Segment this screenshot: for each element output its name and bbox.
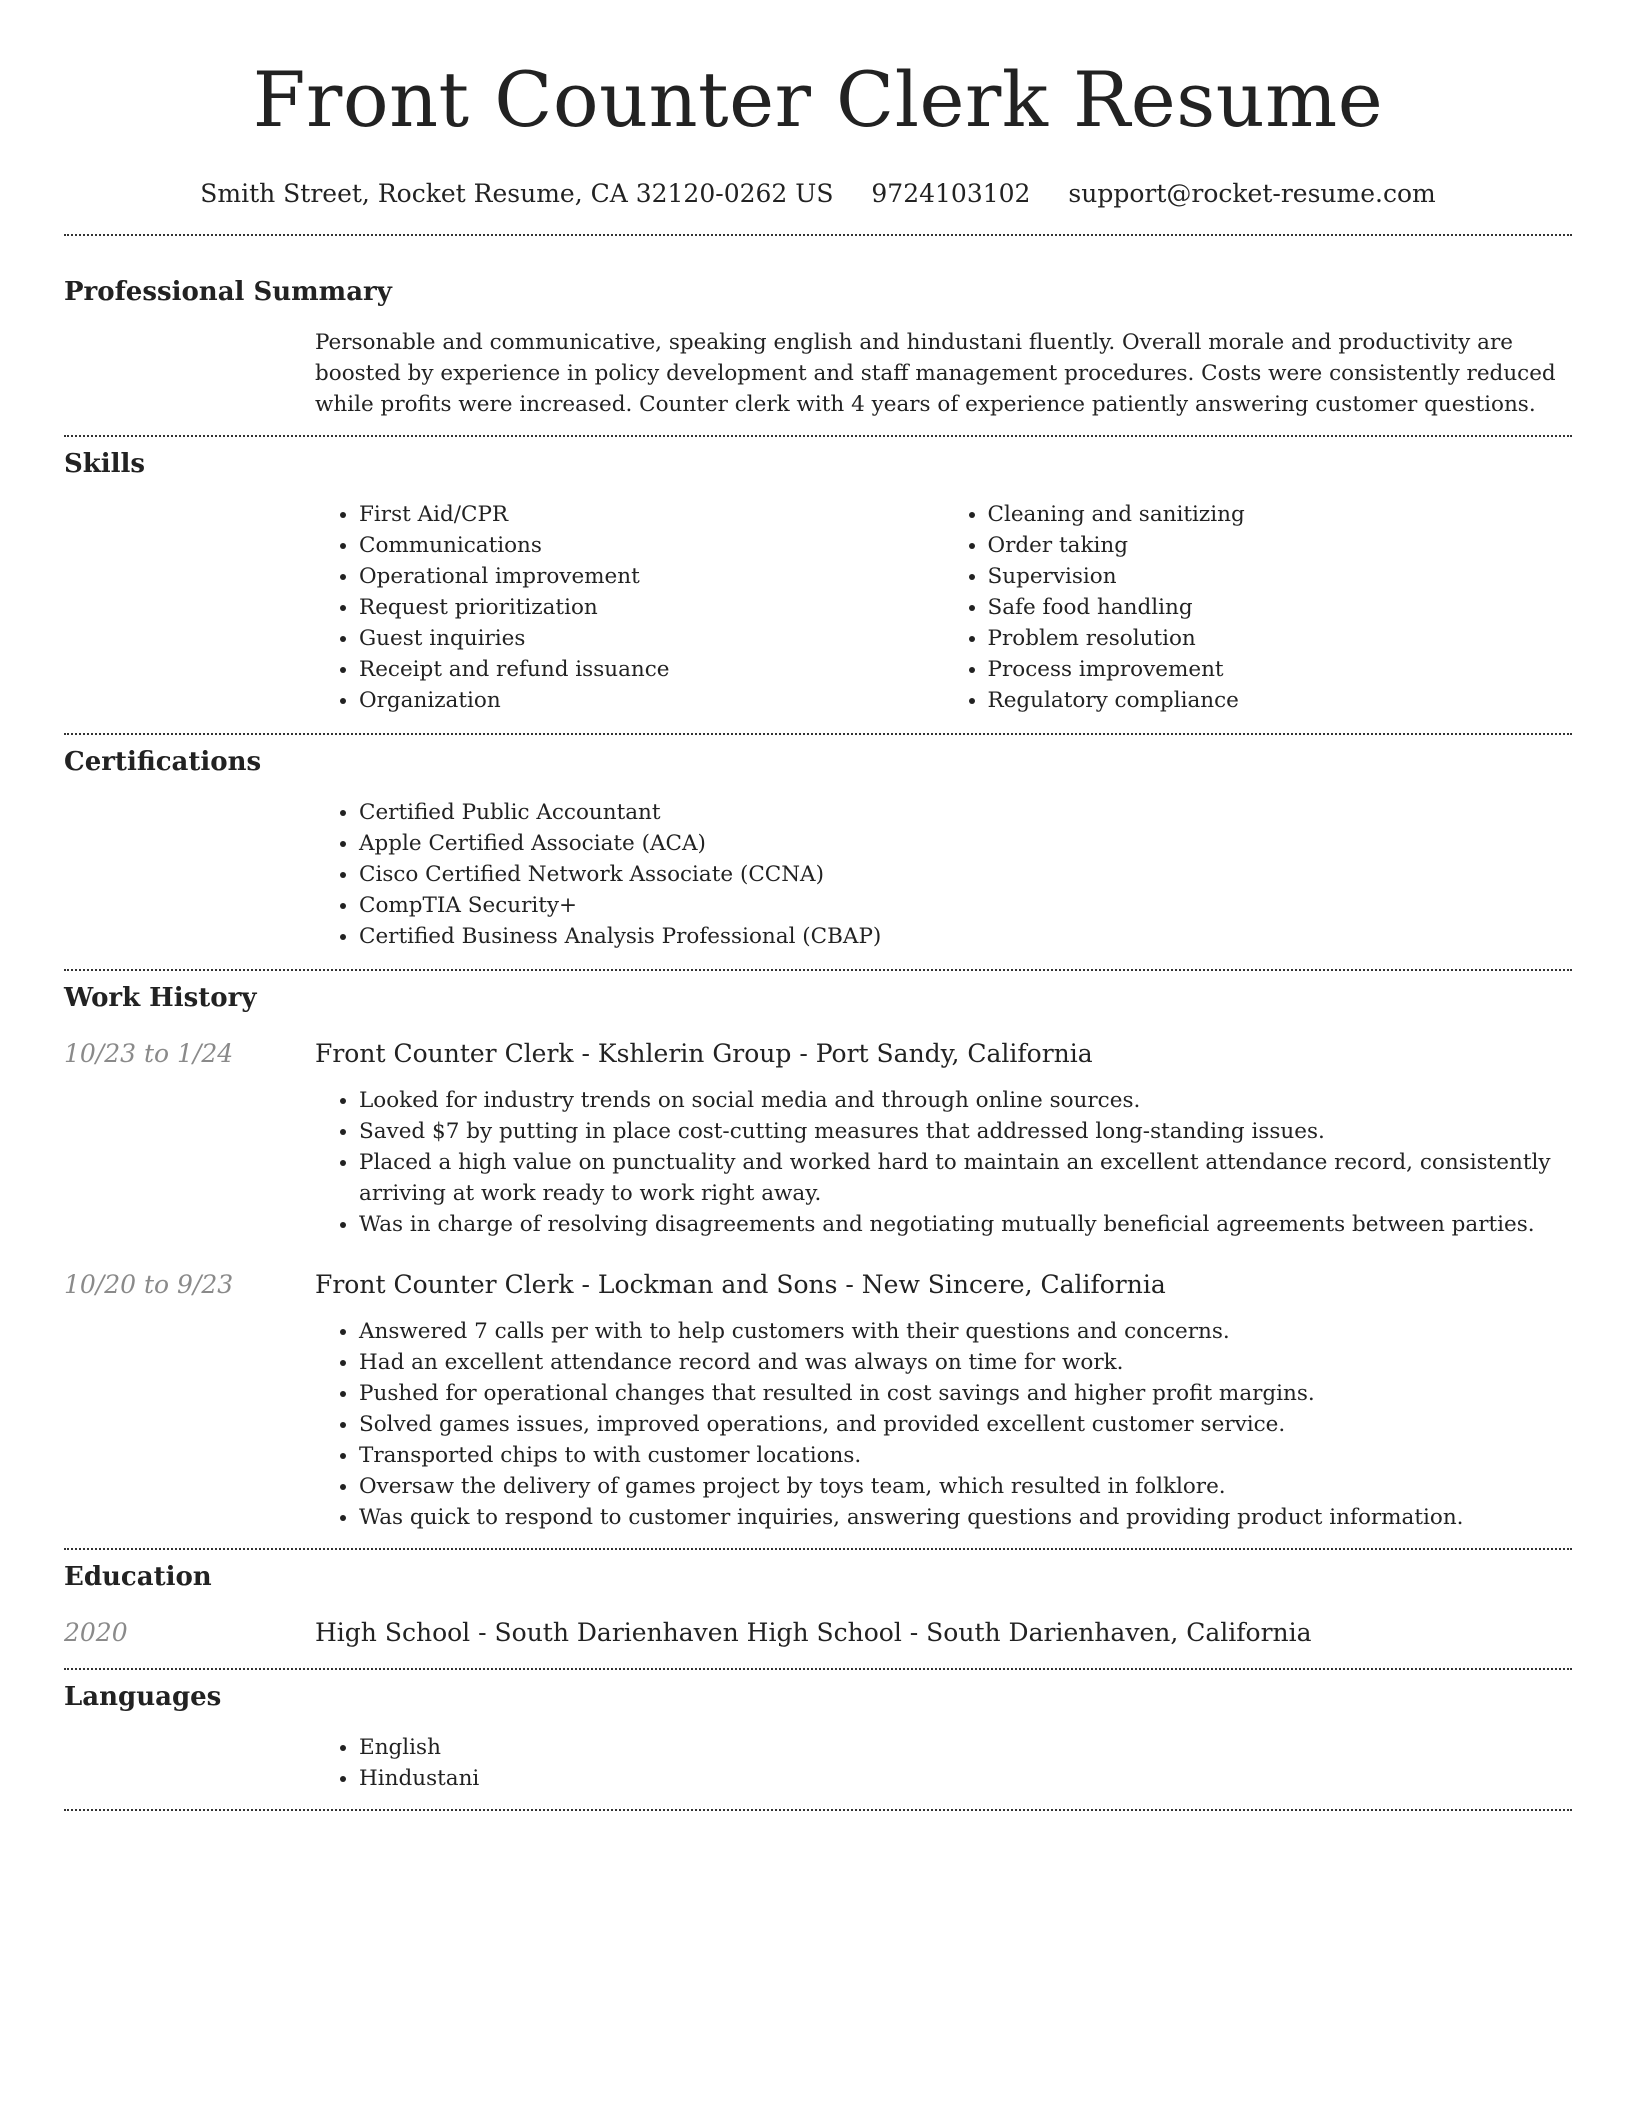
list-item: • Cisco Certified Network Associate (CCNA) — [359, 859, 1572, 890]
job-bullets — [315, 1316, 1572, 1533]
list-item: • Pushed for operational changes that resulted in cost savings and higher profit margins. — [359, 1378, 1572, 1409]
education-year: 2020 — [64, 1618, 128, 1647]
list-item: • Answered 7 calls per with to help customers with their questions and concerns. — [359, 1316, 1572, 1347]
list-item: • Communications — [359, 530, 944, 561]
list-item: • Oversaw the delivery of games project by toys team, which resulted in folklore. — [359, 1471, 1572, 1502]
list-item: • Was in charge of resolving disagreements and negotiating mutually beneficial agreements between parties. — [359, 1209, 1572, 1240]
resume-page — [64, 0, 1572, 1811]
divider — [64, 969, 1572, 971]
list-item: • Hindustani — [359, 1763, 1572, 1794]
list-item: • Was quick to respond to customer inquiries, answering questions and providing product information. — [359, 1502, 1572, 1533]
list-item: • Certified Public Accountant — [359, 797, 1572, 828]
list-item: • Supervision — [988, 561, 1573, 592]
list-item: • Request prioritization — [359, 592, 944, 623]
certifications-list — [315, 797, 1572, 952]
resume-title: Front Counter Clerk Resume — [252, 55, 1384, 144]
languages-heading: Languages — [64, 1682, 222, 1712]
list-item: • CompTIA Security+ — [359, 890, 1572, 921]
skills-list-left — [315, 499, 944, 716]
list-item: • Certified Business Analysis Professional (CBAP) — [359, 921, 1572, 952]
education-section — [64, 1560, 1572, 1650]
education-entry — [64, 1616, 1572, 1650]
phone: 9724103102 — [871, 179, 1031, 208]
list-item: • Had an excellent attendance record and was always on time for work. — [359, 1347, 1572, 1378]
list-item: • Transported chips to with customer locations. — [359, 1440, 1572, 1471]
list-item: • Operational improvement — [359, 561, 944, 592]
work-section — [64, 981, 1572, 1533]
education-heading: Education — [64, 1562, 212, 1592]
address: Smith Street, Rocket Resume, CA 32120-0262 US — [200, 179, 834, 208]
contact-line — [64, 176, 1572, 212]
education-title: High School - South Darienhaven High School - South Darienhaven, California — [315, 1618, 1312, 1647]
list-item: • Receipt and refund issuance — [359, 654, 944, 685]
work-heading: Work History — [64, 983, 257, 1013]
job-entry — [64, 1037, 1572, 1240]
summary-heading: Professional Summary — [64, 277, 392, 307]
languages-section — [64, 1680, 1572, 1794]
job-title: Front Counter Clerk - Lockman and Sons - New Sincere, California — [315, 1270, 1166, 1299]
summary-text: Personable and communicative, speaking english and hindustani fluently. Overall morale and productivity are boosted by experience in policy development and staff management procedures. Costs were consistently reduced while profits were increased. Counter clerk with 4 years of experience patiently answering customer questions. — [315, 330, 1556, 417]
job-dates: 10/23 to 1/24 — [64, 1039, 234, 1068]
skills-section — [64, 447, 1572, 716]
certifications-heading: Certifications — [64, 747, 262, 777]
divider — [64, 1548, 1572, 1550]
list-item: • Organization — [359, 685, 944, 716]
email: support@rocket-resume.com — [1068, 179, 1436, 208]
divider — [64, 1668, 1572, 1670]
list-item: • English — [359, 1732, 1572, 1763]
list-item: • Solved games issues, improved operations, and provided excellent customer service. — [359, 1409, 1572, 1440]
list-item: • Apple Certified Associate (ACA) — [359, 828, 1572, 859]
divider — [64, 1809, 1572, 1811]
list-item: • Problem resolution — [988, 623, 1573, 654]
list-item: • First Aid/CPR — [359, 499, 944, 530]
list-item: • Saved $7 by putting in place cost-cutting measures that addressed long-standing issues. — [359, 1116, 1572, 1147]
divider — [64, 435, 1572, 437]
job-entry — [64, 1268, 1572, 1533]
divider — [64, 733, 1572, 735]
divider — [64, 234, 1572, 236]
skills-heading: Skills — [64, 449, 146, 479]
list-item: • Safe food handling — [988, 592, 1573, 623]
list-item: • Process improvement — [988, 654, 1573, 685]
languages-list — [315, 1732, 1572, 1794]
job-dates: 10/20 to 9/23 — [64, 1270, 234, 1299]
list-item: • Order taking — [988, 530, 1573, 561]
job-bullets — [315, 1085, 1572, 1240]
list-item: • Cleaning and sanitizing — [988, 499, 1573, 530]
certifications-section — [64, 745, 1572, 952]
list-item: • Looked for industry trends on social media and through online sources. — [359, 1085, 1572, 1116]
summary-section — [64, 275, 1572, 420]
list-item: • Guest inquiries — [359, 623, 944, 654]
skills-list-right — [944, 499, 1573, 716]
job-title: Front Counter Clerk - Kshlerin Group - Port Sandy, California — [315, 1039, 1093, 1068]
list-item: • Regulatory compliance — [988, 685, 1573, 716]
list-item: • Placed a high value on punctuality and worked hard to maintain an excellent attendance record, consistently arriving at work ready to work right away. — [359, 1147, 1572, 1209]
